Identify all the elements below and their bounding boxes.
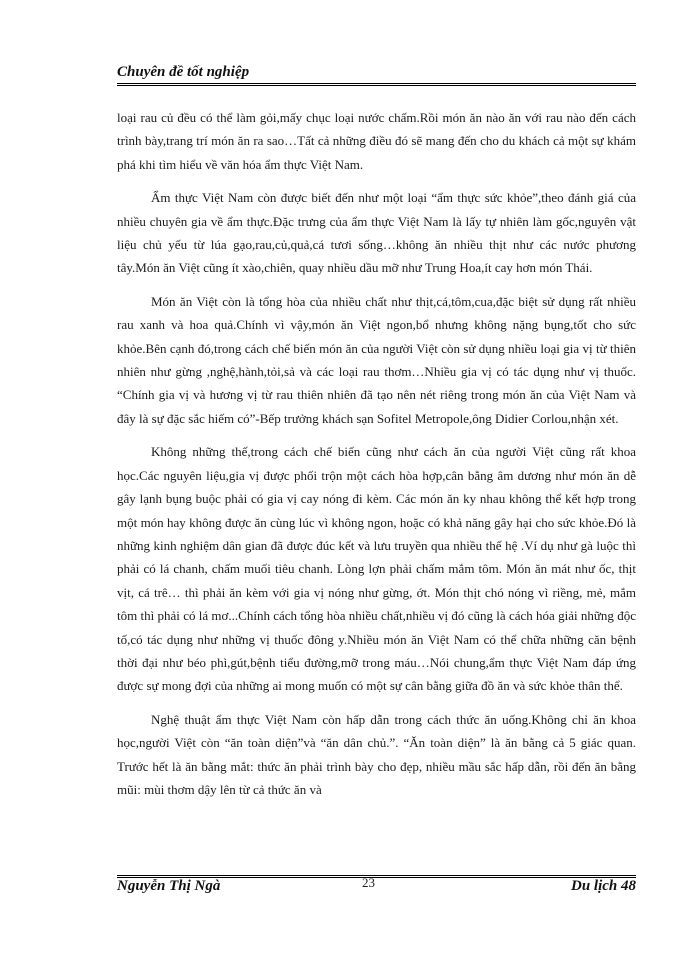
paragraph-3: Món ăn Việt còn là tổng hòa của nhiều chất như thịt,cá,tôm,cua,đặc biệt sử dụng rất nhiều rau xanh và hoa quả.Chính vì vậy,món ăn Việt ngon,bổ nhưng không nặng bụng,tốt cho sức khỏe.Bên cạnh đó,trong cách chế biến món ăn của người Việt còn sử dụng nhiều loại gia vị từ thiên nhiên như gừng ,nghệ,hành,tỏi,sả và các loại rau thơm…Nhiều gia vị có tác dụng như vị thuốc. “Chính gia vị và hương vị từ rau thiên nhiên đã tạo nên nét riêng trong món ăn của Việt Nam và đây là sự đặc sắc hiếm có”-Bếp trưởng khách sạn Sofitel Metropole,ông Didier Corlou,nhận xét.: [117, 293, 636, 426]
page-number: 23: [362, 875, 375, 890]
paragraph-4: Không những thế,trong cách chế biến cũng như cách ăn của người Việt cũng rất khoa học.Các nguyên liệu,gia vị được phối trộn một cách hòa hợp,cân bằng âm dương như món ăn dễ gây lạnh bụng buộc phải có gia vị cay nóng đi kèm. Các món ăn ky nhau không thể kết hợp trong một món hay không được ăn cùng lúc vì không ngon, hoặc có khả năng gây hại cho sức khỏe.Đó là những kinh nghiệm dân gian đã được đúc kết và lưu truyền qua nhiều thế hệ .Ví dụ như gà luộc thì phải có lá chanh, chấm muối tiêu chanh. Lòng lợn phải chấm mắm tôm. Món ăn mát như ốc, thịt vịt, cá trê… thì phải ăn kèm với gia vị nóng như gừng, ớt. Món thịt chó nóng vì riềng, mẻ, mắm tôm thì phải có lá mơ...Chính cách tổng hòa nhiều chất,nhiều vị đó cũng là cách hóa giải những độc tố,có tác dụng như những vị thuốc đông y.Nhiều món ăn Việt Nam có thể chữa những căn bệnh thời đại như béo phì,gút,bệnh tiểu đường,mỡ trong máu…Nói chung,ẩm thực Việt Nam đáp ứng được sự mong đợi của những ai mong muốn có một sự cân bằng giữa đồ ăn và sức khỏe thân thể.: [117, 444, 636, 694]
paragraph-5: Nghệ thuật ẩm thực Việt Nam còn hấp dẫn trong cách thức ăn uống.Không chỉ ăn khoa học,người Việt còn “ăn toàn diện”và “ăn dân chủ.”. “Ăn toàn diện” là ăn bằng cả 5 giác quan. Trước hết là ăn bằng mắt: thức ăn phải trình bày cho đẹp, nhiều mầu sắc hấp dẫn, rồi đến ăn bằng mũi: mùi thơm dậy lên từ cả thức ăn và: [117, 711, 636, 797]
footer-author: Nguyễn Thị Ngà: [117, 878, 221, 894]
paragraph-2: Ẩm thực Việt Nam còn được biết đến như một loại “ẩm thực sức khỏe”,theo đánh giá của nhiều chuyên gia về ẩm thực.Đặc trưng của ẩm thực Việt Nam là lấy tự nhiên làm gốc,nguyên vật liệu chủ yếu từ lúa gạo,rau,củ,quả,cá tươi sống…không ăn nhiều thịt như các nước phương tây.Món ăn Việt cũng ít xào,chiên, quay nhiều dầu mỡ như Trung Hoa,ít cay hơn món Thái.: [117, 190, 636, 276]
header-rule: [117, 83, 636, 86]
document-body: [117, 106, 636, 811]
paragraph-1: loại rau củ đều có thể làm gỏi,mấy chục loại nước chấm.Rồi món ăn nào ăn với rau nào đến cách trình bày,trang trí món ăn ra sao…Tất cả những điều đó sẽ mang đến cho du khách cả một sự khám phá khi tìm hiểu về văn hóa ẩm thực Việt Nam.: [117, 110, 636, 172]
footer-class-label: Du lịch 48: [570, 878, 636, 894]
header-title: Chuyên đề tốt nghiệp: [117, 64, 250, 80]
